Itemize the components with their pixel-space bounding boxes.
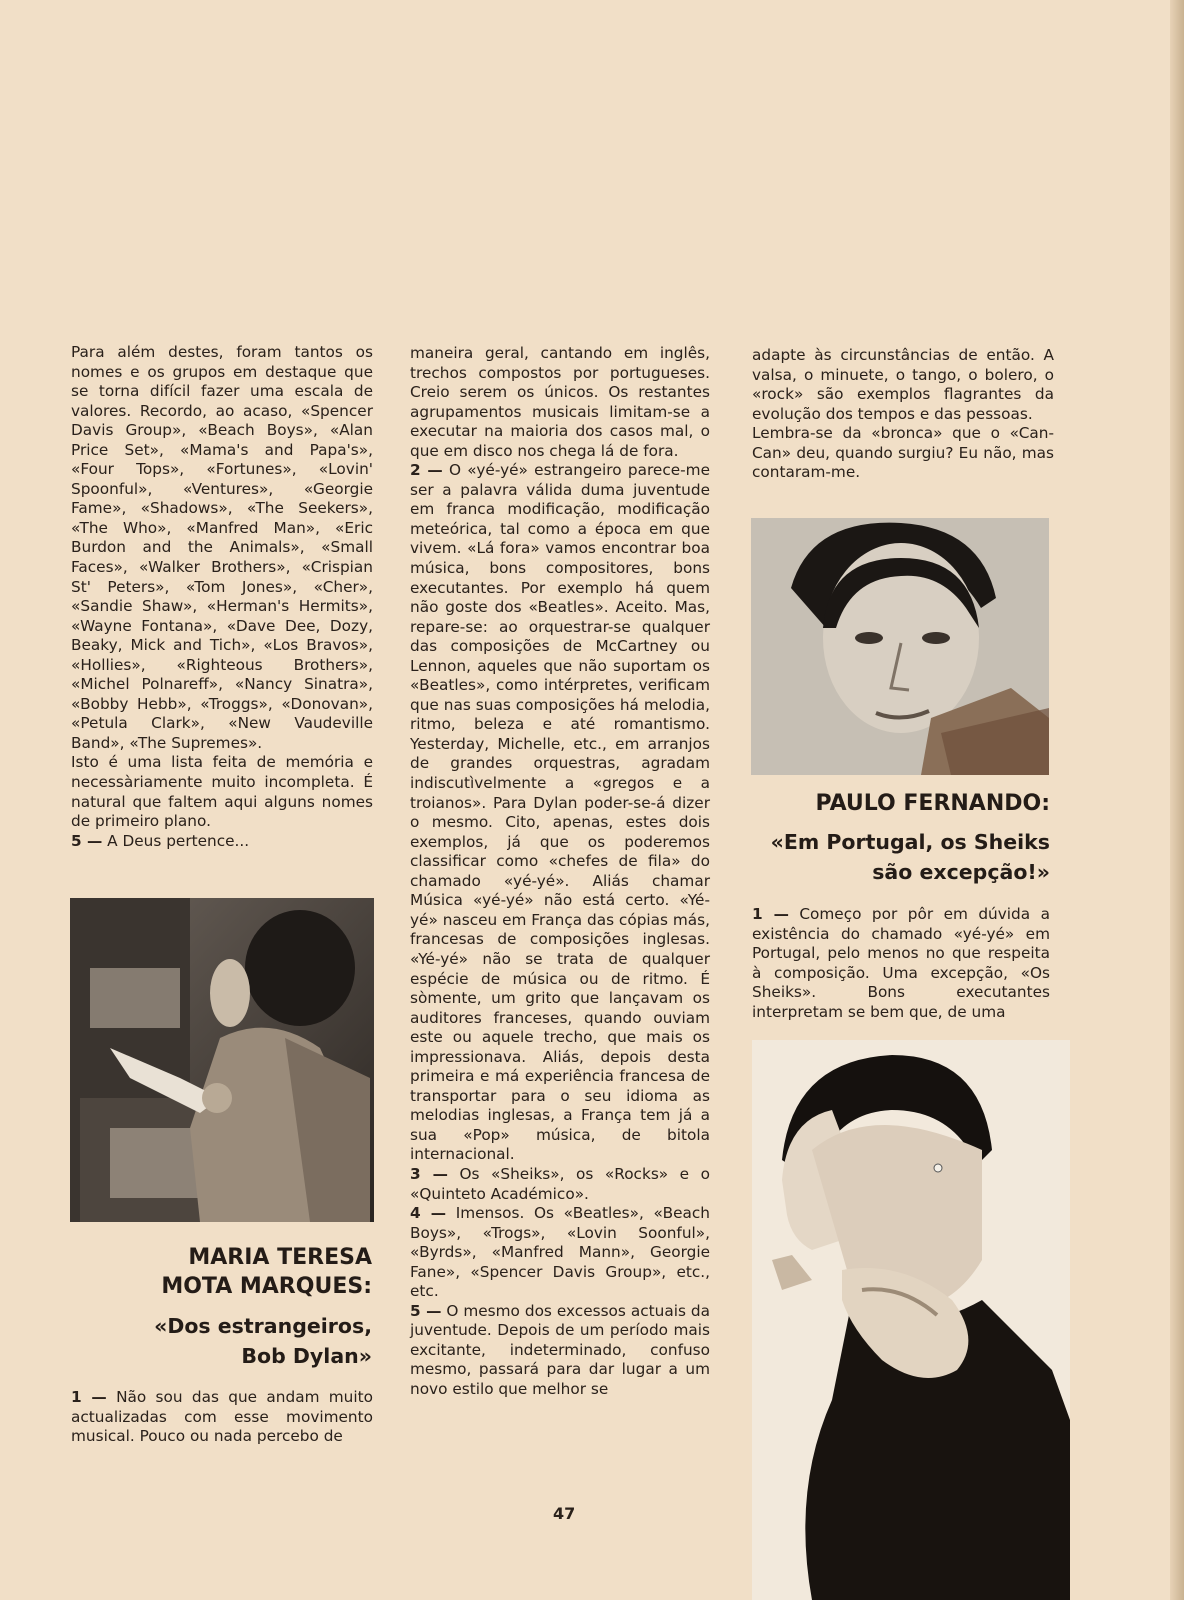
- portrait-image: [751, 518, 1049, 775]
- page-number: 47: [553, 1504, 576, 1523]
- answer-text: Não sou das que andam muito actualizadas com esse movimento musical. Pouco ou nada percebo de: [71, 1388, 373, 1446]
- right-column-top-text: [752, 346, 1054, 483]
- answer-number: 2 —: [410, 461, 443, 480]
- middle-answer-2: [410, 461, 710, 1165]
- middle-continuation: maneira geral, cantando em inglês, trechos compostos por portugueses. Creio serem os únicos. Os restantes agrupamentos musicais limitam-se a executar na maioria dos casos mal, o que em disco nos chega lá de fora.: [410, 344, 710, 460]
- answer-paragraph: [752, 905, 1050, 1022]
- answer-text: Imensos. Os «Beatles», «Beach Boys», «Trogs», «Lovin Soonful», «Byrds», «Manfred Mann», Georgie Fane», «Spencer Davis Group», etc., etc.: [410, 1204, 710, 1301]
- answer-number: 4 —: [410, 1204, 447, 1223]
- left-intro-paragraph: Para além destes, foram tantos os nomes e os grupos em destaque que se torna difícil fazer uma escala de valores. Recordo, ao acaso, «Spencer Davis Group», «Beach Boys», «Alan Price Set», «Mama's and Papa's», «Four Tops», «Fortunes», «Lovin' Spoonful», «Ventures», «Georgie Fame», «Shadows», «The Seekers», «The Who», «Manfred Man», «Eric Burdon and the Animals», «Small Faces», «Walker Brothers», «Crispian St' Peters», «Tom Jones», «Cher», «Sandie Shaw», «Herman's Hermits», «Wayne Fontana», «Dave Dee, Dozy, Beaky, Mick and Tich», «Los Bravos», «Hollies», «Righteous Brothers», «Michel Polnareff», «Nancy Sinatra», «Bobby Hebb», «Troggs», «Donovan», «Petula Clark», «New Vaudeville Band», «The Supremes».: [71, 343, 373, 752]
- middle-column-text: [410, 344, 710, 1400]
- quote-line-1: «Dos estrangeiros,: [154, 1314, 372, 1338]
- answer-paragraph: [71, 1388, 373, 1447]
- portrait-image: [70, 898, 374, 1222]
- middle-answer-3: [410, 1165, 710, 1204]
- quote-line-2: são excepção!»: [872, 860, 1050, 884]
- photo-maria-teresa: [70, 898, 374, 1222]
- answer-text: Começo por pôr em dúvida a existência do chamado «yé-yé» em Portugal, pelo menos no que respeita à composição. Uma excepção, «Os Sheiks». Bons executantes interpretam se bem que, de uma: [752, 905, 1050, 1021]
- answer-number: 1 —: [71, 1388, 107, 1406]
- item-number: 5 —: [71, 831, 103, 850]
- left-item-5: [71, 832, 373, 852]
- right-continuation-1: adapte às circunstâncias de então. A valsa, o minuete, o tango, o bolero, o «rock» são exemplos flagrantes da evolução dos tempos e das pessoas.: [752, 346, 1054, 423]
- name-line-2: MOTA MARQUES:: [161, 1274, 372, 1299]
- middle-answer-4: [410, 1204, 710, 1302]
- name-line: PAULO FERNANDO:: [815, 791, 1050, 816]
- quote-line-2: Bob Dylan»: [241, 1344, 372, 1368]
- name-line-1: MARIA TERESA: [188, 1245, 372, 1270]
- middle-answer-5: [410, 1302, 710, 1400]
- right-answer-1: [752, 905, 1050, 1022]
- interviewee-name-paulo-fernando: [752, 789, 1050, 818]
- interviewee-name-maria-teresa: [70, 1243, 372, 1301]
- answer-text: O mesmo dos excessos actuais da juventude. Depois de um período mais excitante, indeterminado, confuso mesmo, passará para dar lugar a um novo estilo que melhor se: [410, 1301, 710, 1398]
- answer-number: 5 —: [410, 1301, 442, 1320]
- left-memory-paragraph: Isto é uma lista feita de memória e necessàriamente muito incompleta. É natural que faltem aqui alguns nomes de primeiro plano.: [71, 753, 373, 831]
- item-text: A Deus pertence...: [107, 831, 250, 850]
- answer-text: O «yé-yé» estrangeiro parece-me ser a palavra válida duma juventude em franca modificação, modificação meteórica, tal como a época em que vivem. «Lá fora» vamos encontrar boa música, bons compositores, bons executantes. Por exemplo há quem não goste dos «Beatles». Aceito. Mas, repare-se: ao orquestrar-se qualquer das composições de McCartney ou Lennon, aqueles que não suportam os «Beatles», como intérpretes, verificam que nas suas composições há melodia, ritmo, beleza e até romantismo. Yesterday, Michelle, etc., em arranjos de grandes orquestras, agradam indiscutìvelmente a «gregos e a troianos». Para Dylan poder-se-á dizer o mesmo. Cito, apenas, estes dois exemplos, já que os poderemos classificar como «chefes de fila» do chamado «yé-yé». Aliás chamar Música «yé-yé» não está certo. «Yé-yé» nasceu em França das cópias más, francesas de composições inglesas. «Yé-yé» não se trata de qualquer espécie de música ou de ritmo. É sòmente, um grito que lançavam os auditores franceses, quando ouviam este ou aquele trecho, que mais os impressionava. Aliás, depois desta primeira e má experiência francesa de transportar para o seu idioma as melodias inglesas, a França tem já a sua «Pop» música, de bitola internacional.: [410, 461, 710, 1164]
- page-edge: [1170, 0, 1184, 1600]
- photo-paulo-fernando: [751, 518, 1049, 775]
- portrait-image: [752, 1040, 1070, 1600]
- quote-maria-teresa: [70, 1311, 372, 1371]
- answer-text: Os «Sheiks», os «Rocks» e o «Quinteto Académico».: [410, 1164, 710, 1203]
- right-continuation-2: Lembra-se da «bronca» que o «Can-Can» deu, quando surgiu? Eu não, mas contaram-me.: [752, 424, 1054, 482]
- left-answer-1: [71, 1388, 373, 1447]
- answer-number: 3 —: [410, 1164, 448, 1183]
- quote-paulo-fernando: [752, 827, 1050, 887]
- quote-line-1: «Em Portugal, os Sheiks: [770, 830, 1050, 854]
- answer-number: 1 —: [752, 905, 789, 923]
- left-column-text: [71, 343, 373, 851]
- photo-young-man-profile: [752, 1040, 1070, 1600]
